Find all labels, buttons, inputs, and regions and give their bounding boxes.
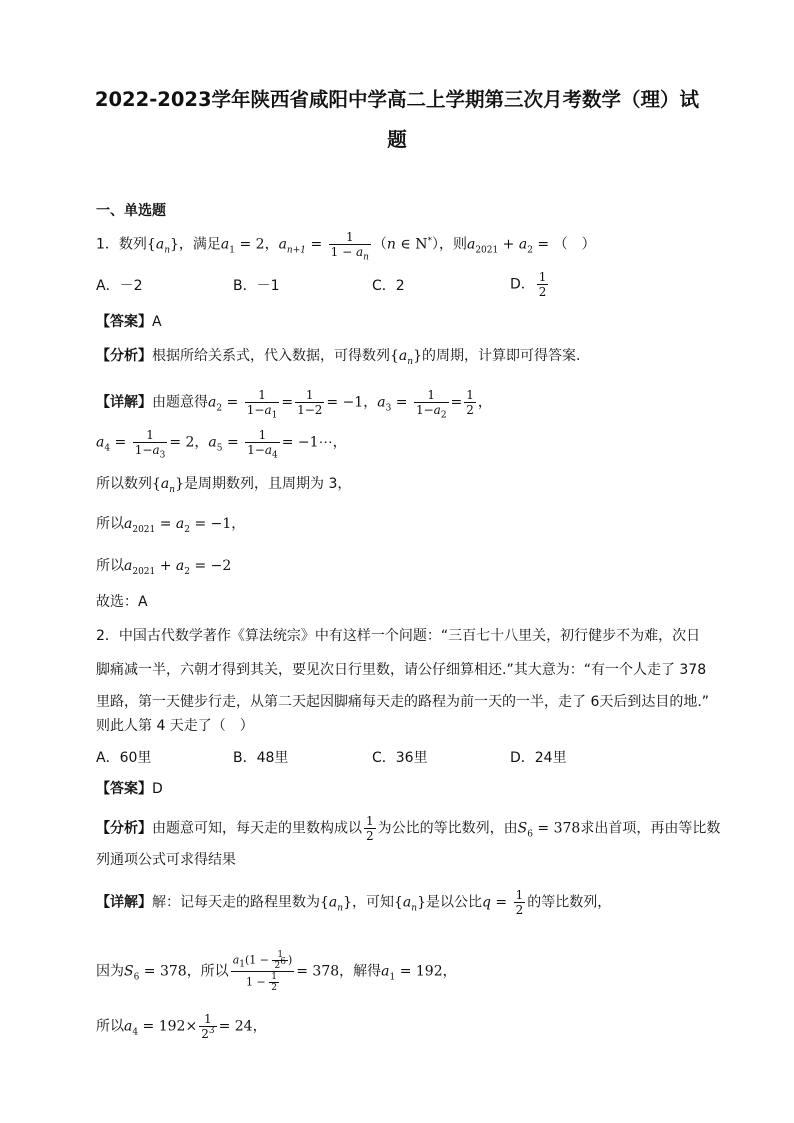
q1-analysis: 【分析】根据所给关系式，代入数据，可得数列$\{a_n\}$的周期，计算即可得答案.	[96, 348, 581, 367]
q2-option-a: A．60里	[96, 750, 152, 766]
q2-option-d: D．24里	[510, 750, 567, 766]
q1-option-b: B．－1	[233, 278, 280, 294]
q2-detail-sum: 因为$S_6 = 378$，所以 $a_1(1$ − $\frac{1}{2^6}$ ) 1 − $\frac{1}{2}$ = 378，解得$a_1 = 192$，	[96, 950, 457, 993]
q2-option-c: C．36里	[372, 750, 428, 766]
q2-detail-result: 所以$a_4 = 192\times$ $\frac{1}{2^3}$ = 24，	[96, 1012, 267, 1041]
document-title: 2022-2023学年陕西省咸阳中学高二上学期第三次月考数学（理）试	[94, 88, 700, 111]
q1-detail-continued: $a_4$ = $\frac{1}{1-a_3}$ = 2，$a_5$ = $\frac{1}{1-a_4}$ = −1⋯，	[96, 428, 347, 461]
q1-period-line: 所以数列$\{a_n\}$是周期数列，且周期为 3，	[96, 476, 352, 495]
q2-stem-line3: 里路，第一天健步行走，从第二天起因脚痛每天走的路程为前一天的一半，走了 6天后到达目的地.”	[96, 694, 710, 710]
q1-choice: 故选：A	[96, 594, 148, 610]
q2-stem-line1: 2．中国古代数学著作《算法统宗》中有这样一个问题：“三百七十八里关，初行健步不为难，次日	[96, 628, 701, 644]
q2-analysis-continued: 列通项公式可求得结果	[96, 852, 236, 868]
q2-stem-line4: 则此人第 4 天走了（ ）	[96, 718, 254, 734]
document-title-continued: 题	[387, 128, 407, 151]
q2-answer: 【答案】D	[96, 781, 163, 797]
q1-value-line: 所以$a_{2021} = a_2 = -1$，	[96, 516, 246, 535]
q1-answer: 【答案】A	[96, 314, 162, 330]
q1-detail: 【详解】由题意得$a_2$ = $\frac{1}{1-a_1}$ = $\frac{1}{1-2}$ = −1，$a_3$ = $\frac{1}{1-a_2}$ = $\frac{1}{2}$ ，	[96, 388, 492, 421]
q2-option-b: B．48里	[233, 750, 289, 766]
q1-option-d: D． $\frac{1}{2}$	[510, 270, 547, 299]
q1-option-c: C．2	[372, 278, 405, 294]
q2-analysis: 【分析】由题意可知，每天走的里数构成以 $\frac{1}{2}$ 为公比的等比数列，由$S_6 = 378$求出首项，再由等比数	[96, 814, 721, 843]
q1-option-a: A．－2	[96, 278, 143, 294]
q2-stem-line2: 脚痛减一半，六朝才得到其关，要见次日行里数，请公仔细算相还.”其大意为：“有一个人走了 378	[96, 662, 707, 678]
q2-detail: 【详解】解：记每天走的路程里数为$\{a_n\}$，可知$\{a_n\}$是以公比q = $\frac{1}{2}$ 的等比数列，	[96, 888, 612, 917]
section-heading: 一、单选题	[96, 203, 166, 219]
q1-sum-line: 所以$a_{2021} + a_2 = -2$	[96, 558, 232, 577]
q1-stem: 1．数列$\{a_n\}$，满足$a_1 = 2$，$a_{n+1}$ = $\frac{1}{1 - a_n}$ （n ∈ N*），则$a_{2021} + a_2$ = （ ）	[96, 230, 596, 263]
